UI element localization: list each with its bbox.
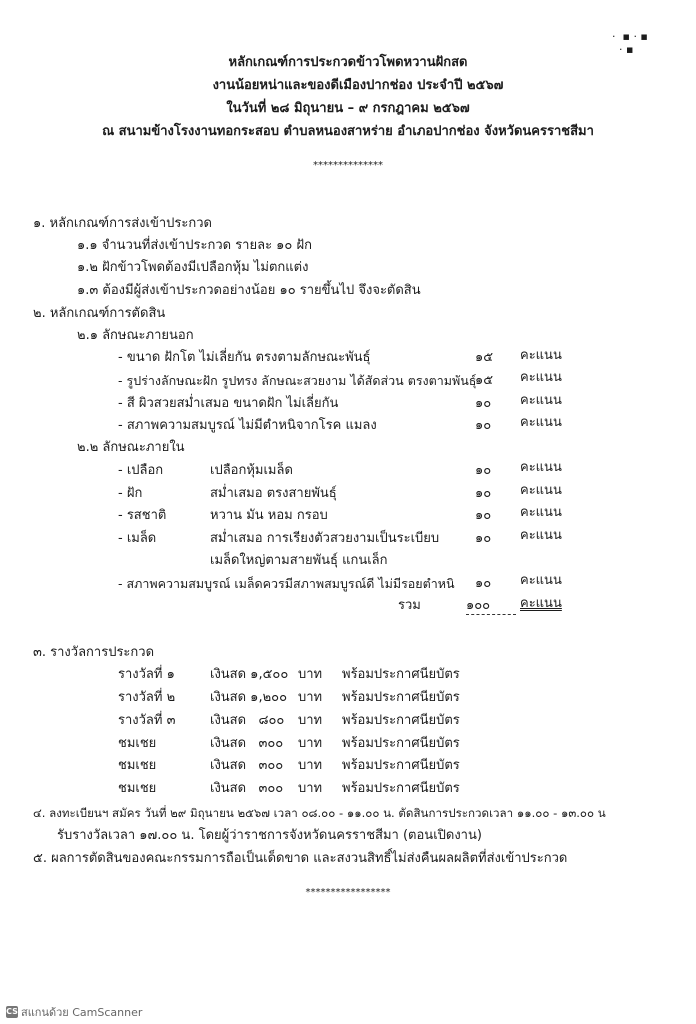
prize-cert: พร้อมประกาศนียบัตร — [342, 667, 460, 682]
criteria-score: ๑๐ — [475, 508, 492, 523]
criteria-unit: คะแนน — [520, 505, 562, 520]
header-event: งานน้อยหน่าและของดีเมืองปากช่อง ประจำปี ๒๕๖๗ — [212, 78, 504, 93]
criteria-unit: คะแนน — [520, 460, 562, 475]
section2-title: ๒. หลักเกณฑ์การตัดสิน — [33, 306, 166, 321]
criteria-score: ๑๐ — [475, 531, 492, 546]
criteria-unit: คะแนน — [520, 483, 562, 498]
criteria-row: - ขนาด ฝักโต ไม่เลี่ยกัน ตรงตามลักษณะพันธุ์ — [118, 350, 371, 365]
prize-baht: บาท — [298, 667, 323, 682]
prize-cash: เงินสด ๘๐๐ — [210, 713, 285, 728]
prize-name: ชมเชย — [118, 736, 157, 751]
prize-name: รางวัลที่ ๓ — [118, 713, 176, 728]
prize-name: รางวัลที่ ๑ — [118, 667, 175, 682]
criteria-score: ๑๕ — [475, 373, 494, 388]
header-title: หลักเกณฑ์การประกวดข้าวโพดหวานฝักสด — [228, 55, 468, 70]
criteria-unit: คะแนน — [520, 370, 562, 385]
criteria-row: - สภาพความสมบูรณ์ ไม่มีตำหนิจากโรค แมลง — [118, 418, 377, 433]
internal-label: - เมล็ด — [118, 531, 157, 546]
prize-cert: พร้อมประกาศนียบัตร — [342, 690, 460, 705]
total-unit: คะแนน — [520, 596, 562, 611]
internal-desc: สม่ำเสมอ ตรงสายพันธุ์ — [210, 486, 337, 501]
prize-cert: พร้อมประกาศนียบัตร — [342, 736, 460, 751]
criteria-unit: คะแนน — [520, 528, 562, 543]
scanner-text: สแกนด้วย CamScanner — [21, 1006, 143, 1019]
prize-cash: เงินสด ๑,๕๐๐ — [210, 667, 289, 682]
section3-title: ๓. รางวัลการประกวด — [33, 645, 155, 660]
criteria-score: ๑๕ — [475, 350, 494, 365]
prize-cert: พร้อมประกาศนียบัตร — [342, 781, 460, 796]
prize-name: ชมเชย — [118, 781, 157, 796]
prize-baht: บาท — [298, 781, 323, 796]
internal-desc: หวาน มัน หอม กรอบ — [210, 508, 328, 523]
internal-label: - ฝัก — [118, 486, 143, 501]
total-label: รวม — [398, 598, 421, 613]
section2-sub1-title: ๒.๑ ลักษณะภายนอก — [77, 328, 194, 343]
prize-cash: เงินสด ๓๐๐ — [210, 758, 284, 773]
internal-desc: สม่ำเสมอ การเรียงตัวสวยงามเป็นระเบียบ — [210, 531, 440, 546]
section4-line2: รับรางวัลเวลา ๑๗.๐๐ น. โดยผู้ว่าราชการจังหวัดนครราชสีมา (ตอนเปิดงาน) — [57, 828, 482, 843]
criteria-unit: คะแนน — [520, 348, 562, 363]
prize-baht: บาท — [298, 713, 323, 728]
criteria-row: - สี ผิวสวยสม่ำเสมอ ขนาดฝัก ไม่เลี่ยกัน — [118, 396, 339, 411]
internal-label: - เปลือก — [118, 463, 164, 478]
prize-cert: พร้อมประกาศนียบัตร — [342, 758, 460, 773]
prize-name: ชมเชย — [118, 758, 157, 773]
section5-line1: ๕. ผลการตัดสินของคณะกรรมการถือเป็นเด็ดขาด และสงวนสิทธิ์ไม่ส่งคืนผลผลิตที่ส่งเข้าประกวด — [33, 851, 568, 866]
criteria-score: ๑๐ — [475, 576, 492, 591]
header-separator: ************** — [313, 160, 383, 171]
internal-label: - รสชาติ — [118, 508, 167, 523]
prize-cash: เงินสด ๑,๒๐๐ — [210, 690, 288, 705]
criteria-row: - สภาพความสมบูรณ์ เมล็ดควรมีสภาพสมบูรณ์ดี ไม่มีรอยตำหนิ — [118, 576, 455, 591]
prize-cert: พร้อมประกาศนียบัตร — [342, 713, 460, 728]
criteria-score: ๑๐ — [475, 463, 492, 478]
section1-title: ๑. หลักเกณฑ์การส่งเข้าประกวด — [33, 216, 212, 231]
total-score: ๑๐๐ — [466, 598, 516, 615]
criteria-score: ๑๐ — [475, 486, 492, 501]
internal-desc: เปลือกหุ้มเมล็ด — [210, 463, 293, 478]
scanner-watermark — [6, 1003, 142, 1021]
criteria-unit: คะแนน — [520, 573, 562, 588]
section4-line1: ๔. ลงทะเบียนฯ สมัคร วันที่ ๒๙ มิถุนายน ๒๕๖๗ เวลา ๐๘.๐๐ - ๑๑.๐๐ น. ตัดสินการประกวดเวลา ๑๑.๐๐ - ๑๓.๐๐ น — [33, 806, 606, 820]
prize-baht: บาท — [298, 758, 323, 773]
section1-item: ๑.๑ จำนวนที่ส่งเข้าประกวด รายละ ๑๐ ฝัก — [77, 238, 312, 253]
section1-item: ๑.๒ ฝักข้าวโพดต้องมีเปลือกหุ้ม ไม่ตกแต่ง — [77, 260, 309, 275]
criteria-score: ๑๐ — [475, 396, 492, 411]
section1-item: ๑.๓ ต้องมีผู้ส่งเข้าประกวดอย่างน้อย ๑๐ รายขึ้นไป จึงจะตัดสิน — [77, 283, 421, 298]
criteria-unit: คะแนน — [520, 415, 562, 430]
prize-name: รางวัลที่ ๒ — [118, 690, 176, 705]
footer-separator: ***************** — [305, 887, 391, 898]
header-venue: ณ สนามข้างโรงงานทอกระสอบ ตำบลหนองสาหร่าย อำเภอปากช่อง จังหวัดนครราชสีมา — [102, 124, 594, 139]
corner-specks: · ▪ · ▪ · ▪ — [612, 30, 648, 56]
section2-sub2-title: ๒.๒ ลักษณะภายใน — [77, 440, 185, 455]
internal-desc-cont: เมล็ดใหญ่ตามสายพันธุ์ แกนเล็ก — [210, 553, 388, 568]
prize-cash: เงินสด ๓๐๐ — [210, 781, 284, 796]
prize-baht: บาท — [298, 736, 323, 751]
criteria-row: - รูปร่างลักษณะฝัก รูปทรง ลักษณะสวยงาม ได้สัดส่วน ตรงตามพันธุ์ — [118, 373, 477, 388]
camscanner-icon: CS — [6, 1007, 18, 1016]
criteria-score: ๑๐ — [475, 418, 492, 433]
criteria-unit: คะแนน — [520, 393, 562, 408]
header-dates: ในวันที่ ๒๘ มิถุนายน – ๙ กรกฎาคม ๒๕๖๗ — [226, 101, 470, 116]
prize-cash: เงินสด ๓๐๐ — [210, 736, 284, 751]
prize-baht: บาท — [298, 690, 323, 705]
